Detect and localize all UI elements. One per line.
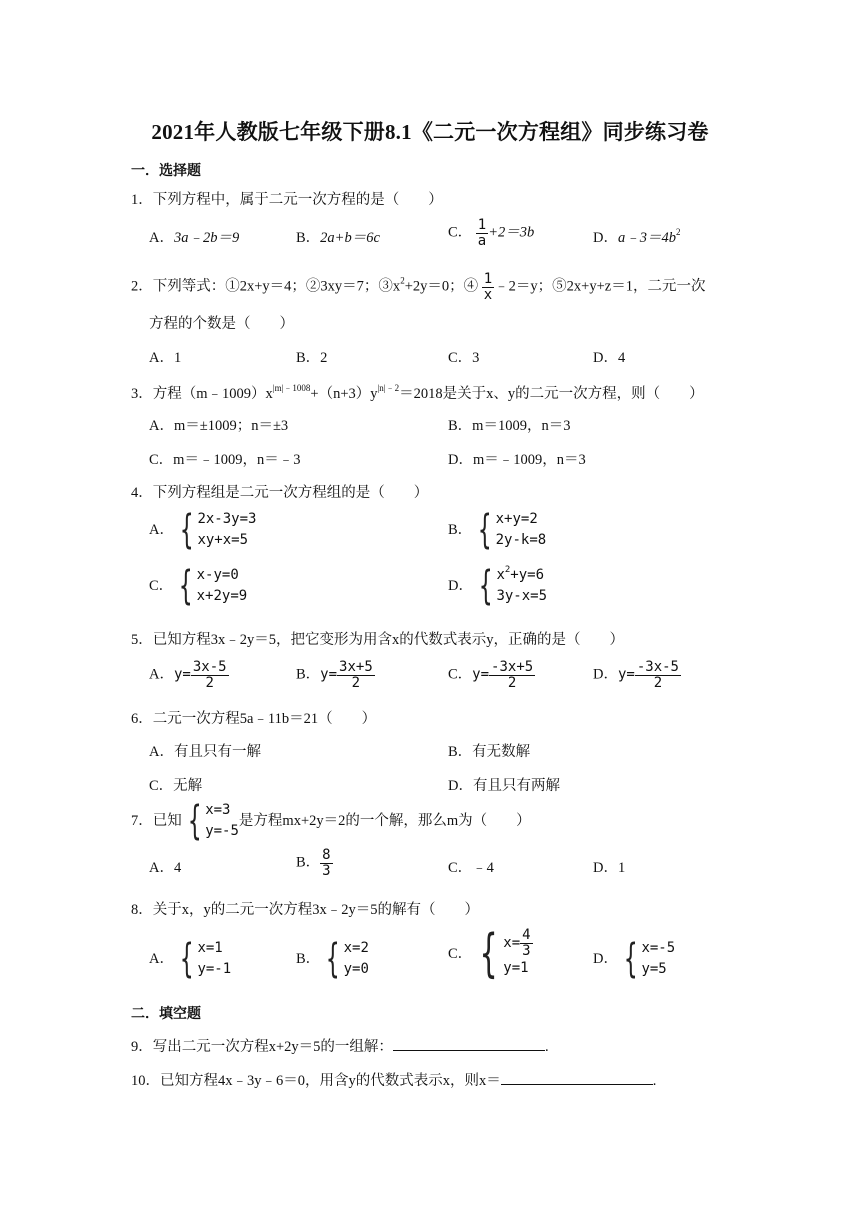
fraction: $\frac{1}{a}$ xyxy=(477,217,487,249)
q2-option-d: D．4 xyxy=(593,350,626,366)
q3-option-d: D．m＝﹣1009，n＝3 xyxy=(448,452,586,468)
q2-option-c: C．3 xyxy=(448,350,480,366)
q4-option-b: B． { x+y=2 2y-k=8 xyxy=(448,507,547,553)
q6-option-a: A．有且只有一解 xyxy=(149,744,261,760)
q8-option-b: B． { x=2 y=0 xyxy=(296,936,369,982)
q8-option-c: C． { x= $\frac{4}{3}$ y=1 xyxy=(448,923,531,984)
section-heading-choice: 一．选择题 xyxy=(131,164,201,179)
question-2-stem: 2．下列等式：①2x+y＝4；②3xy＝7；$③x^2+2y=0$；④ $\frac{1}{x}$ ﹣2＝y；⑤2x+y+z＝1，二元一次 xyxy=(131,271,706,303)
q8-option-a: A． { x=1 y=-1 xyxy=(149,936,232,982)
q7-option-d: D．1 xyxy=(593,860,626,876)
q2-option-b: B．2 xyxy=(296,350,328,366)
brace-icon: { xyxy=(325,936,340,982)
fraction: $\frac{-3x-5}{2}$ xyxy=(636,659,679,691)
question-1-stem: 1．下列方程中，属于二元一次方程的是（ ） xyxy=(131,192,443,208)
answer-blank[interactable] xyxy=(393,1036,545,1051)
q3-option-a: A．m＝±1009；n＝±3 xyxy=(149,418,289,434)
section-heading-fill: 二．填空题 xyxy=(131,1007,201,1022)
fraction: $\frac{8}{3}$ xyxy=(322,847,331,879)
brace-icon: { xyxy=(178,563,193,609)
brace-icon: { xyxy=(187,798,202,844)
brace-icon: { xyxy=(478,563,493,609)
question-3-stem: 3．方程$(m﹣1009)x^{|m|﹣1008}+(n+3)y^{|n|﹣2}=2018$是关于x、y的二元一次方程，则（ ） xyxy=(131,383,704,402)
q8-option-d: D． { x=-5 y=5 xyxy=(593,936,676,982)
q7-option-b: B． $\frac{8}{3}$ xyxy=(296,847,331,879)
q1-option-d: D．$a﹣3=4b^2$ xyxy=(593,227,681,246)
q5-option-a: A．y= $\frac{3x-5}{2}$ xyxy=(149,659,227,691)
q7-option-c: C．﹣4 xyxy=(448,860,494,876)
fraction: $\frac{1}{x}$ xyxy=(483,271,493,303)
fraction: $\frac{3x+5}{2}$ xyxy=(339,659,373,691)
q1-option-b: B．2a+b＝6c xyxy=(296,230,380,246)
brace-icon: { xyxy=(179,507,194,553)
question-9-stem: 9．写出二元一次方程x+2y＝5的一组解： . xyxy=(131,1036,549,1057)
q6-option-d: D．有且只有两解 xyxy=(448,778,560,794)
q7-option-a: A．4 xyxy=(149,860,182,876)
q4-option-c: C． { x-y=0 x+2y=9 xyxy=(149,563,248,609)
question-10-stem: 10．已知方程4x﹣3y﹣6＝0，用含y的代数式表示x，则x＝ . xyxy=(131,1070,656,1091)
q4-option-d: D． { $x^2+y=6$ 3y-x=5 xyxy=(448,563,548,609)
brace-icon: { xyxy=(477,507,492,553)
q2-option-a: A．1 xyxy=(149,350,182,366)
page-title: 2021年人教版七年级下册8.1《二元一次方程组》同步练习卷 xyxy=(151,120,709,144)
question-5-stem: 5．已知方程3x﹣2y＝5，把它变形为用含x的代数式表示y，正确的是（ ） xyxy=(131,632,624,648)
q5-option-b: B．y= $\frac{3x+5}{2}$ xyxy=(296,659,373,691)
question-2-stem-line2: 方程的个数是（ ） xyxy=(149,316,294,332)
q5-option-d: D．y= $\frac{-3x-5}{2}$ xyxy=(593,659,679,691)
fraction: $\frac{4}{3}$ xyxy=(522,927,531,959)
brace-icon: { xyxy=(179,936,194,982)
q5-option-c: C．y= $\frac{-3x+5}{2}$ xyxy=(448,659,534,691)
question-8-stem: 8．关于x，y的二元一次方程3x﹣2y＝5的解有（ ） xyxy=(131,902,479,918)
q6-option-c: C．无解 xyxy=(149,778,203,794)
question-6-stem: 6．二元一次方程5a﹣11b＝21（ ） xyxy=(131,711,377,727)
q4-option-a: A． { 2x-3y=3 xy+x=5 xyxy=(149,507,257,553)
fraction: $\frac{-3x+5}{2}$ xyxy=(491,659,534,691)
q6-option-b: B．有无数解 xyxy=(448,744,531,760)
question-4-stem: 4．下列方程组是二元一次方程组的是（ ） xyxy=(131,485,429,501)
q1-option-a: A．3a﹣2b＝9 xyxy=(149,230,240,246)
q1-option-c: C． $\frac{1}{a}$ +2＝3b xyxy=(448,217,535,249)
fraction: $\frac{3x-5}{2}$ xyxy=(192,659,227,691)
brace-icon: { xyxy=(623,936,638,982)
answer-blank[interactable] xyxy=(501,1070,653,1085)
q3-option-b: B．m＝1009，n＝3 xyxy=(448,418,571,434)
brace-icon: { xyxy=(479,923,498,984)
q3-option-c: C．m＝﹣1009，n＝﹣3 xyxy=(149,452,301,468)
question-7-stem: 7．已知 { x=3 y=-5 是方程mx+2y＝2的一个解，那么m为（ ） xyxy=(131,798,531,844)
